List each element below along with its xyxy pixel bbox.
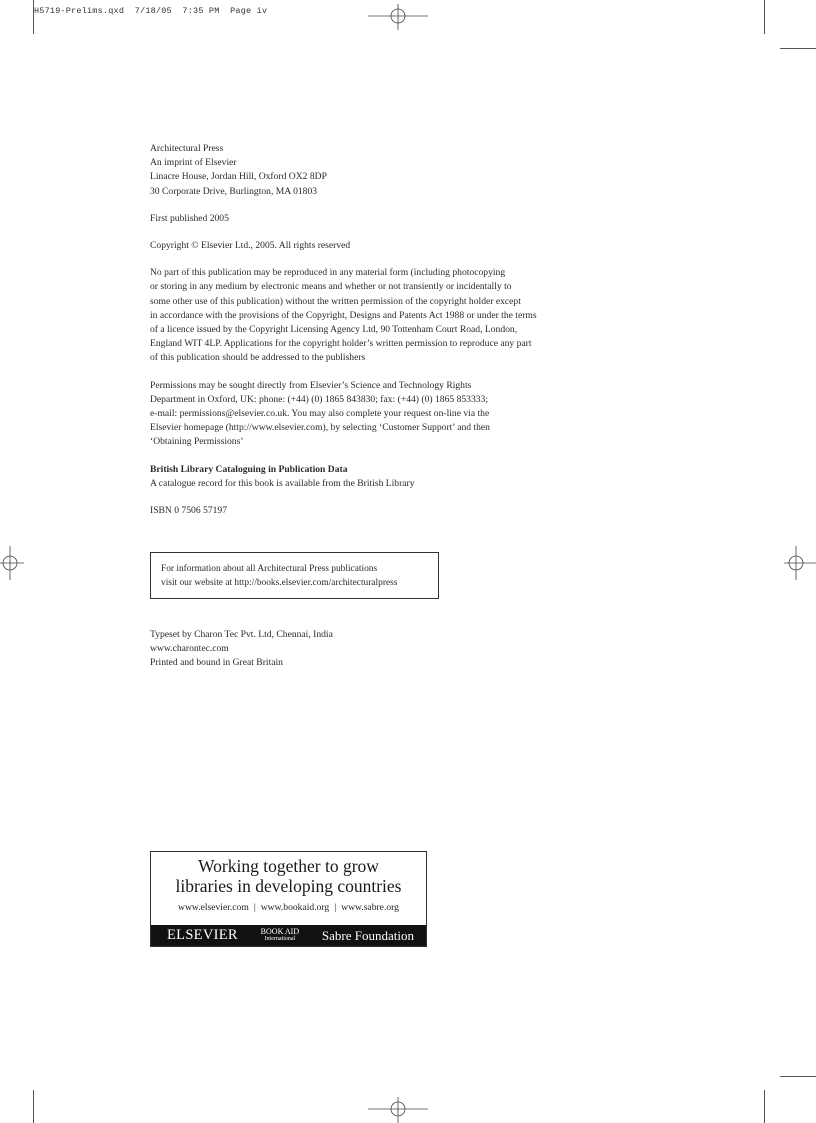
sabre-foundation-logo: Sabre Foundation (321, 927, 414, 943)
promo-headline (151, 856, 426, 896)
typeset-line: www.charontec.com (150, 643, 229, 655)
info-box-line: visit our website at http://books.elsevier.com/architecturalpress (161, 578, 398, 588)
book-aid-logo-bottom: International (264, 935, 296, 942)
crop-mark-top-right-h (780, 48, 816, 49)
rights-paragraph (150, 266, 590, 365)
promo-link-bookaid: www.bookaid.org (260, 902, 330, 913)
permissions-line: Department in Oxford, UK: phone: (+44) (0) 1865 843830; fax: (+44) (0) 1865 853333; (150, 393, 489, 405)
permissions-line: e-mail: permissions@elsevier.co.uk. You may also complete your request on-line via the (150, 408, 490, 420)
promo-links (151, 902, 426, 913)
typeset-line: Printed and bound in Great Britain (150, 657, 283, 669)
publisher-line: 30 Corporate Drive, Burlington, MA 01803 (150, 185, 318, 197)
website-info-box (150, 552, 439, 599)
info-box-line: For information about all Architectural Press publications (161, 564, 378, 574)
publisher-line: Linacre House, Jordan Hill, Oxford OX2 8DP (150, 171, 327, 183)
permissions-paragraph (150, 379, 590, 450)
crop-mark-top-left-v (33, 0, 34, 34)
typeset-line: Typeset by Charon Tec Pvt. Ltd, Chennai, India (150, 629, 333, 640)
copyright-notice: Copyright © Elsevier Ltd., 2005. All rights reserved (150, 240, 351, 252)
rights-line: of this publication should be addressed to the publishers (150, 352, 366, 364)
cip-heading: British Library Cataloguing in Publication Data (150, 463, 348, 475)
crop-mark-top-right-v (764, 0, 765, 34)
book-aid-logo-top: BOOK AID (260, 927, 300, 936)
book-aid-logo (261, 928, 299, 943)
cip-section (150, 463, 590, 491)
separator: | (334, 902, 337, 913)
promo-link-sabre: www.sabre.org (341, 902, 399, 913)
rights-line: of a licence issued by the Copyright Licensing Agency Ltd, 90 Tottenham Court Road, London, (150, 324, 518, 336)
publisher-line: An imprint of Elsevier (150, 157, 237, 169)
registration-mark-left (0, 546, 24, 580)
isbn: ISBN 0 7506 57197 (150, 505, 228, 517)
crop-mark-bottom-right-h (780, 1076, 816, 1077)
first-published: First published 2005 (150, 212, 229, 224)
registration-mark-bottom (368, 1097, 428, 1123)
permissions-line: Elsevier homepage (http://www.elsevier.com), by selecting ‘Customer Support’ and then (150, 422, 490, 434)
registration-mark-top (368, 4, 428, 30)
printer-slug: H5719-Prelims.qxd 7/18/05 7:35 PM Page iv (34, 6, 268, 16)
rights-line: or storing in any medium by electronic means and whether or not transiently or incidentally to (150, 281, 512, 293)
elsevier-logo: ELSEVIER (167, 927, 238, 943)
publisher-address (150, 142, 590, 199)
crop-mark-bottom-left-v (33, 1090, 34, 1123)
permissions-line: Permissions may be sought directly from Elsevier’s Science and Technology Rights (150, 379, 472, 391)
promo-link-elsevier: www.elsevier.com (178, 902, 249, 913)
promo-headline-line: Working together to grow (198, 856, 379, 876)
rights-line: England WIT 4LP. Applications for the copyright holder’s written permission to reproduce any part (150, 338, 532, 350)
copyright-block (150, 142, 590, 518)
promo-logo-bar (151, 925, 426, 946)
crop-mark-bottom-right-v (764, 1090, 765, 1123)
rights-line: in accordance with the provisions of the Copyright, Designs and Patents Act 1988 or under the terms (150, 309, 537, 321)
book-aid-promo-box (150, 851, 427, 947)
registration-mark-right (784, 546, 816, 580)
promo-headline-line: libraries in developing countries (175, 876, 402, 896)
permissions-line: ‘Obtaining Permissions’ (150, 436, 244, 448)
separator: | (253, 902, 256, 913)
rights-line: No part of this publication may be reproduced in any material form (including photocopying (150, 267, 506, 279)
rights-line: some other use of this publication) without the written permission of the copyright holder except (150, 295, 521, 307)
cip-text: A catalogue record for this book is available from the British Library (150, 477, 415, 489)
publisher-line: Architectural Press (150, 143, 224, 154)
typeset-block (150, 628, 333, 671)
